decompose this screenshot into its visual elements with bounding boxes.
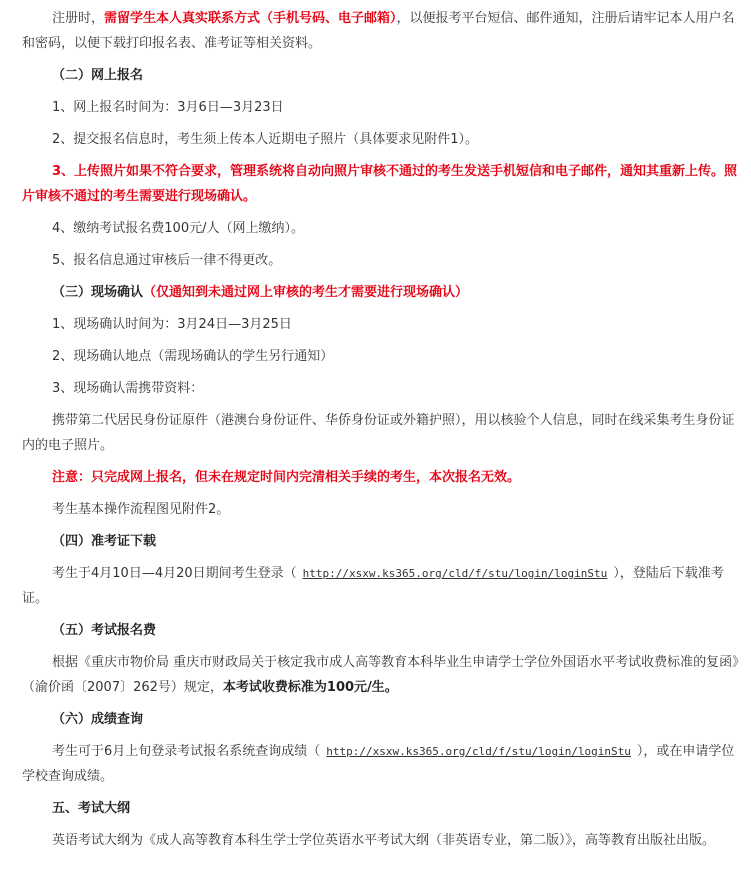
admission-ticket-heading: （四）准考证下载 bbox=[52, 534, 157, 549]
exam-fee-heading: （五）考试报名费 bbox=[52, 623, 157, 638]
onsite-item-1: 1、现场确认时间为：3月24日—3月25日 bbox=[52, 317, 292, 332]
registration-paragraph: 注册时，需留学生本人真实联系方式（手机号码、电子邮箱），以便报考平台短信、邮件通知，注册后请牢记本人用户名和密码，以便下载打印报名表、准考证等相关资料。 bbox=[22, 11, 735, 51]
score-login-link[interactable]: http://xsxw.ks365.org/cld/f/stu/login/loginStu bbox=[326, 745, 631, 758]
syllabus-heading: 五、考试大纲 bbox=[52, 801, 131, 816]
score-query-paragraph: 考生可于6月上旬登录考试报名系统查询成绩（ http://xsxw.ks365.org/cld/f/stu/login/loginStu ），或在申请学位学校查询成绩。 bbox=[22, 744, 735, 784]
onsite-warning: 注意：只完成网上报名，但未在规定时间内完清相关手续的考生，本次报名无效。 bbox=[52, 470, 521, 485]
contact-requirement: 需留学生本人真实联系方式（手机号码、电子邮箱） bbox=[104, 11, 397, 26]
online-item-1: 1、网上报名时间为：3月6日—3月23日 bbox=[52, 100, 284, 115]
online-item-4: 4、缴纳考试报名费100元/人（网上缴纳）。 bbox=[52, 221, 304, 236]
exam-fee-paragraph: 根据《重庆市物价局 重庆市财政局关于核定我市成人高等教育本科毕业生申请学士学位外国语水平考试收费标准的复函》（渝价函〔2007〕262号）规定，本考试收费标准为100元/生。 bbox=[22, 655, 739, 695]
online-item-5: 5、报名信息通过审核后一律不得更改。 bbox=[52, 253, 282, 268]
onsite-note: （仅通知到未通过网上审核的考生才需要进行现场确认） bbox=[143, 285, 469, 300]
login-link[interactable]: http://xsxw.ks365.org/cld/f/stu/login/loginStu bbox=[302, 567, 608, 580]
online-registration-heading: （二）网上报名 bbox=[52, 68, 144, 83]
onsite-materials: 携带第二代居民身份证原件（港澳台身份证件、华侨身份证或外籍护照），用以核验个人信息，同时在线采集考生身份证内的电子照片。 bbox=[22, 413, 735, 453]
onsite-item-2: 2、现场确认地点（需现场确认的学生另行通知） bbox=[52, 349, 334, 364]
admission-ticket-paragraph: 考生于4月10日—4月20日期间考生登录（ http://xsxw.ks365.org/cld/f/stu/login/loginStu ），登陆后下载准考证。 bbox=[22, 566, 724, 606]
onsite-flowchart-note: 考生基本操作流程图见附件2。 bbox=[52, 502, 230, 517]
onsite-item-3: 3、现场确认需携带资料： bbox=[52, 381, 204, 396]
online-item-3: 3、上传照片如果不符合要求，管理系统将自动向照片审核不通过的考生发送手机短信和电子邮件，通知其重新上传。照片审核不通过的考生需要进行现场确认。 bbox=[22, 164, 738, 204]
syllabus-paragraph: 英语考试大纲为《成人高等教育本科生学士学位英语水平考试大纲（非英语专业，第二版）》，高等教育出版社出版。 bbox=[52, 833, 716, 848]
onsite-confirmation-heading: （三）现场确认（仅通知到未通过网上审核的考生才需要进行现场确认） bbox=[52, 285, 469, 300]
fee-standard: 本考试收费标准为100元/生。 bbox=[222, 680, 398, 695]
online-item-2: 2、提交报名信息时，考生须上传本人近期电子照片（具体要求见附件1）。 bbox=[52, 132, 479, 147]
score-query-heading: （六）成绩查询 bbox=[52, 712, 144, 727]
